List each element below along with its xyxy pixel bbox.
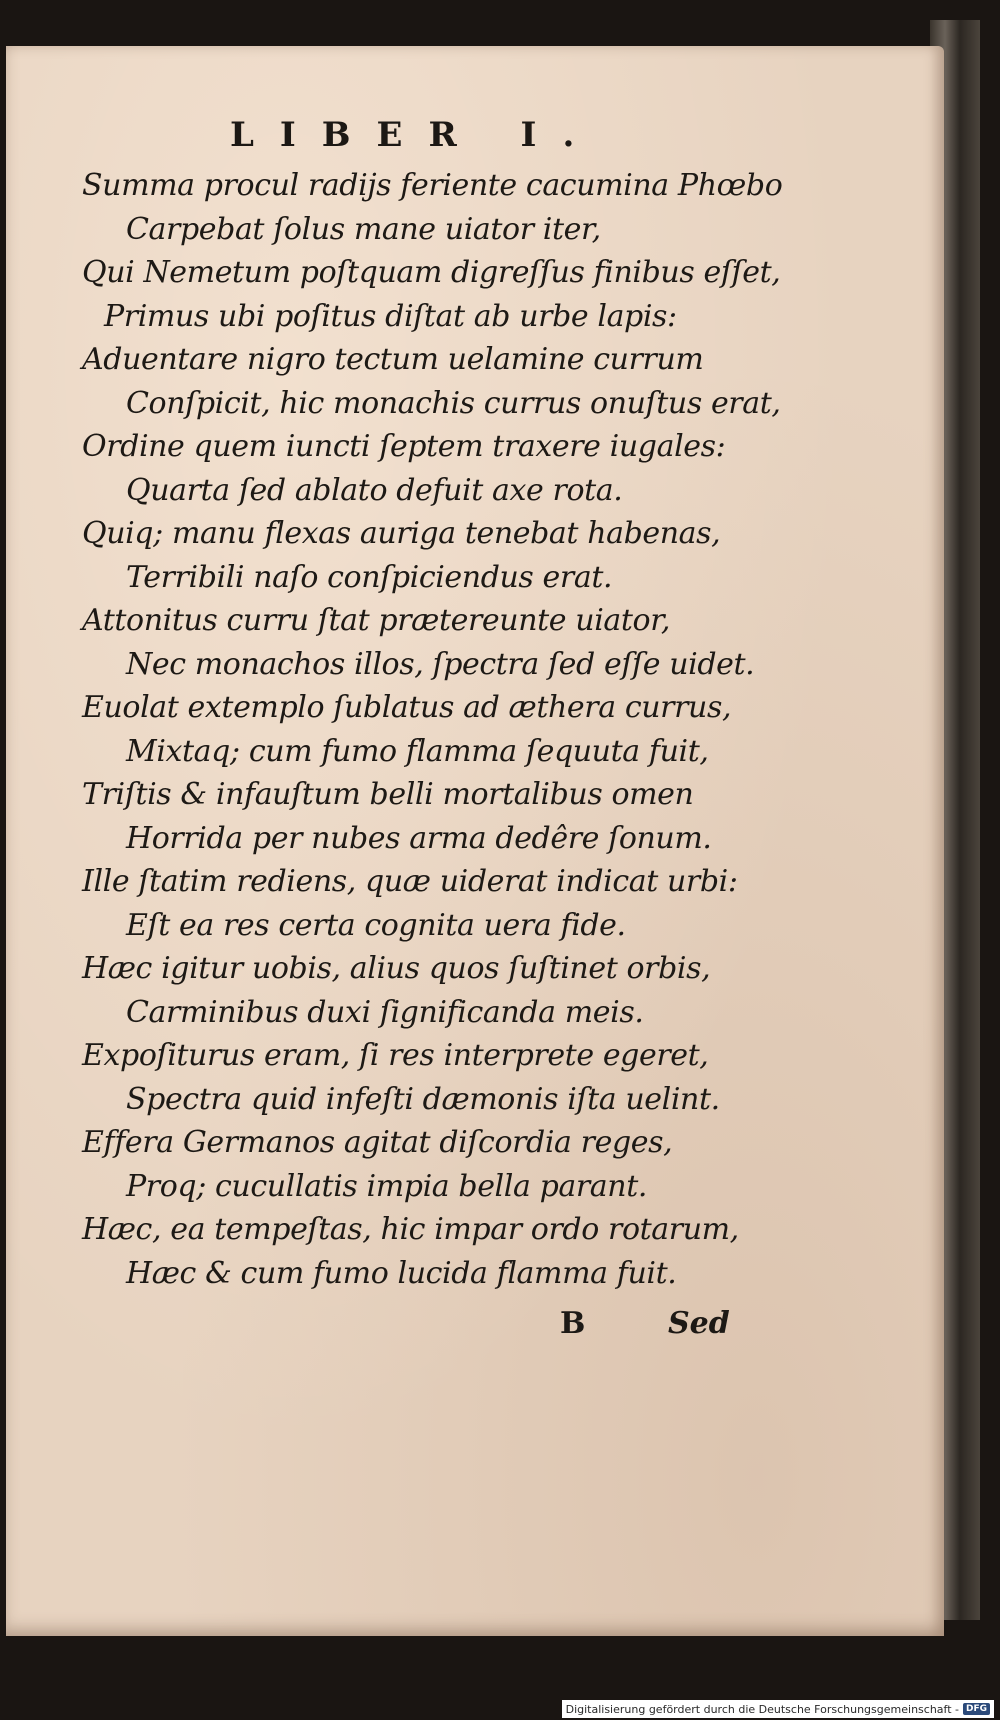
verse-line: Mixtaq; cum fumo flamma ſequuta fuit, <box>126 733 709 769</box>
verse-line: Conſpicit, hic monachis currus onuſtus erat, <box>126 385 781 421</box>
verse-line: Attonitus curru ſtat prætereunte uiator, <box>82 603 670 638</box>
verse-line: Aduentare nigro tectum uelamine currum <box>82 342 704 377</box>
signature-mark: B <box>560 1305 586 1341</box>
verse-line: Spectra quid infeſti dæmonis iſta uelint. <box>126 1081 720 1117</box>
running-head: LIBER I. <box>230 115 601 155</box>
verse-line: Proq; cucullatis impia bella parant. <box>126 1168 648 1204</box>
verse-line: Horrida per nubes arma dedêre ſonum. <box>126 820 712 856</box>
verse-line: Hæc igitur uobis, alius quos ſuſtinet orbis, <box>82 951 711 986</box>
verse-line: Triſtis & infauſtum belli mortalibus omen <box>82 777 694 812</box>
credit-text: Digitalisierung gefördert durch die Deutsche Forschungsgemeinschaft - <box>565 1702 959 1716</box>
digitization-credit <box>562 1700 994 1718</box>
verse-line: Euolat extemplo ſublatus ad æthera currus, <box>82 690 732 725</box>
verse-line: Qui Nemetum poſtquam digreſſus finibus eſſet, <box>82 255 781 290</box>
verse-line: Ordine quem iuncti ſeptem traxere iugales: <box>82 429 726 464</box>
verse-line: Summa procul radijs feriente cacumina Phœbo <box>82 168 783 203</box>
verse-line: Carminibus duxi ſignificanda meis. <box>126 994 644 1030</box>
verse-line: Quiq; manu flexas auriga tenebat habenas, <box>82 516 721 551</box>
verse-line: Primus ubi poſitus diſtat ab urbe lapis: <box>104 298 677 334</box>
verse-line: Effera Germanos agitat diſcordia reges, <box>82 1125 673 1160</box>
verse-line: Nec monachos illos, ſpectra ſed eſſe uidet. <box>126 646 755 682</box>
verse-line: Hæc & cum fumo lucida flamma fuit. <box>126 1255 677 1291</box>
verse-line: Ille ſtatim rediens, quæ uiderat indicat urbi: <box>82 864 738 899</box>
verse-line: Eſt ea res certa cognita uera fide. <box>126 907 626 943</box>
verse-line: Expoſiturus eram, ſi res interprete egeret, <box>82 1038 709 1073</box>
catchword: Sed <box>668 1305 730 1341</box>
dfg-logo-icon: DFG <box>963 1703 990 1715</box>
verse-line: Quarta ſed ablato defuit axe rota. <box>126 472 623 508</box>
verse-line: Terribili naſo conſpiciendus erat. <box>126 559 613 595</box>
verse-line: Hæc, ea tempeſtas, hic impar ordo rotarum, <box>82 1212 739 1247</box>
verse-line: Carpebat ſolus mane uiator iter, <box>126 211 601 247</box>
